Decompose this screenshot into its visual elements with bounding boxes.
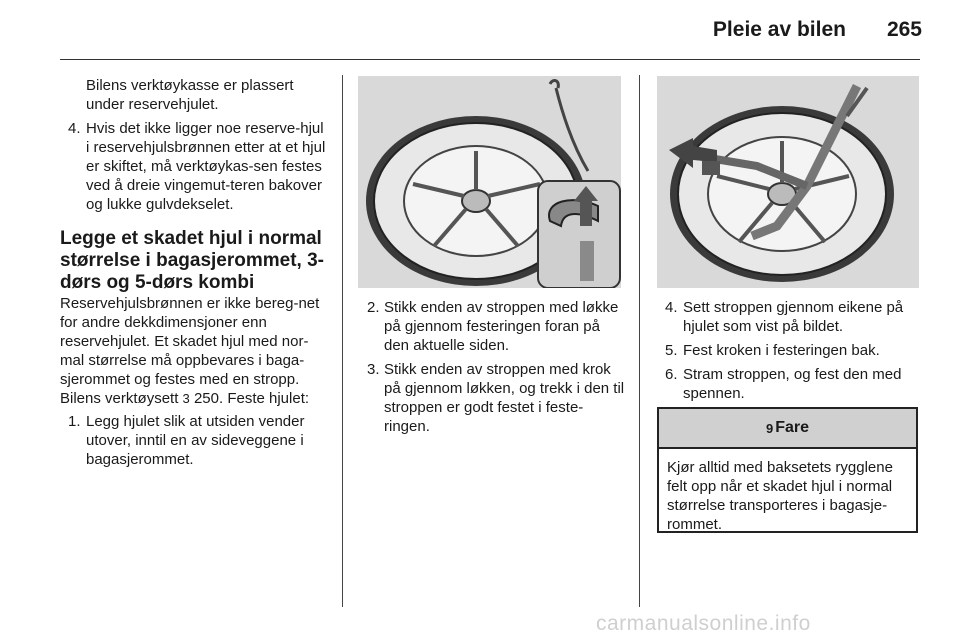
column-1 xyxy=(60,76,328,474)
column-3 xyxy=(657,298,922,408)
step-1-number: 1. xyxy=(68,413,81,430)
section-paragraph xyxy=(60,294,328,408)
danger-warning-box xyxy=(657,407,918,533)
spare-wheel-diagram xyxy=(358,76,621,288)
column-2 xyxy=(358,298,626,441)
danger-title: Fare xyxy=(775,419,810,436)
step-3-item xyxy=(358,360,626,436)
step-4b-item xyxy=(657,298,922,336)
page-number: 265 xyxy=(886,18,922,41)
step-4-text: Hvis det ikke ligger noe reserve-hjul i reservehjulsbrønnen etter at et hjul er skiftet, må verktøykas-sen festes ved å dreie vingemut-teren bakover og lukke gulvdekselet. xyxy=(86,120,326,213)
paragraph-reference: 250. Feste hjulet: xyxy=(193,390,310,407)
wheel-strap-illustration-1 xyxy=(358,76,621,288)
column-divider-1 xyxy=(342,75,343,607)
step-2-item xyxy=(358,298,626,355)
page-title: Pleie av bilen xyxy=(712,18,846,41)
step-2-text: Stikk enden av stroppen med løkke på gjennom festeringen foran på den aktuelle siden. xyxy=(384,299,619,354)
step-4b-number: 4. xyxy=(665,299,678,316)
paragraph-text: Reservehjulsbrønnen er ikke bereg-net for andre dekkdimensjoner enn reservehjulet. Et skadet hjul med nor-mal størrelse må oppbevares i baga-sjerommet og festes med en stropp. Bilens verktøysett xyxy=(60,295,320,407)
warning-triangle-icon: 9 xyxy=(765,420,774,436)
step-4b-text: Sett stroppen gjennom eikene på hjulet som vist på bildet. xyxy=(683,299,904,335)
step-5-text: Fest kroken i festeringen bak. xyxy=(683,342,880,359)
step-4-number: 4. xyxy=(68,120,81,137)
danger-text: Kjør alltid med baksetets rygglene felt opp når et skadet hjul i normal størrelse transporteres i bagasje-rommet. xyxy=(667,459,893,533)
wheel-strap-illustration-2 xyxy=(657,76,919,288)
step-6-number: 6. xyxy=(665,366,678,383)
header-rule xyxy=(60,59,920,60)
step-1-item xyxy=(60,412,328,469)
strapped-wheel-diagram xyxy=(657,76,919,288)
intro-text: Bilens verktøykasse er plassert under reservehjulet. xyxy=(86,77,294,113)
step-2-number: 2. xyxy=(367,299,380,316)
step-3-number: 3. xyxy=(367,361,380,378)
step-5-item xyxy=(657,341,922,360)
danger-header xyxy=(659,409,916,449)
step-6-item xyxy=(657,365,922,403)
section-heading: Legge et skadet hjul i normal størrelse i bagasjerommet, 3-dørs og 5-dørs kombi xyxy=(60,228,324,293)
reference-arrow-icon: 3 xyxy=(182,391,190,406)
column-divider-2 xyxy=(639,75,640,607)
watermark: carmanualsonline.info xyxy=(596,612,811,635)
step-6-text: Stram stroppen, og fest den med spennen. xyxy=(683,366,902,402)
step-3-text: Stikk enden av stroppen med krok på gjennom løkken, og trekk i den til stroppen er godt festet i feste-ringen. xyxy=(384,361,625,435)
step-1-text: Legg hjulet slik at utsiden vender utover, inntil en av sideveggene i bagasjerommet. xyxy=(86,413,305,468)
step-4-item xyxy=(60,119,328,214)
step-5-number: 5. xyxy=(665,342,678,359)
